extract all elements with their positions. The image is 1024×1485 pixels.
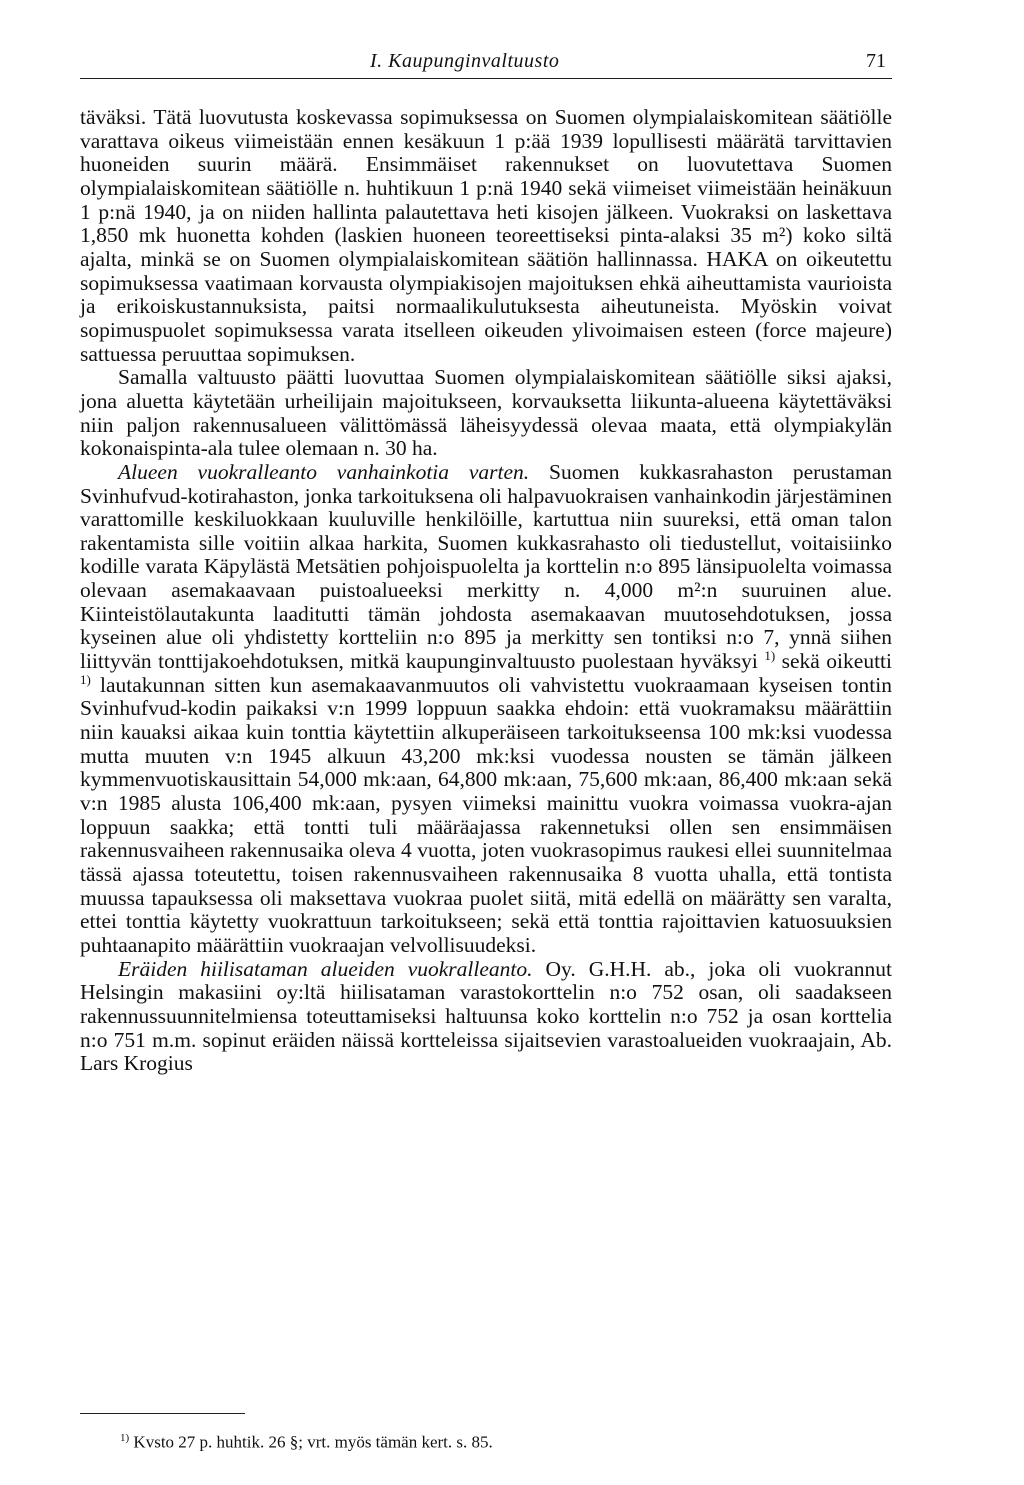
footnote-text: Kvsto 27 p. huhtik. 26 §; vrt. myös tämän kert. s. 85. bbox=[129, 1432, 493, 1452]
paragraph-3-text-a: Suomen kukkasrahaston perustaman Svinhufvud-kotirahaston, jonka tarkoituksena oli halpavuokraisen vanhainkodin järjestäminen varattomille keskiluokkaan kuuluville henkilöille, kartuttua niin suureksi, että oman talon rakentamista sille voitiin alkaa harkita, Suomen kukkasrahasto oli tiedustellut, voitaisiinko kodille varata Käpylästä Metsätien pohjoispuolelta ja korttelin n:o 895 länsipuolelta voimassa olevaan asemakaavaan puistoalueeksi merkitty n. 4,000 m²:n suuruinen alue. Kiinteistölautakunta laaditutti tämän johdosta asemakaavan muutosehdotuksen, jossa kyseinen alue oli yhdistetty kortteliin n:o 895 ja merkitty sen tontiksi n:o 7, ynnä siihen liittyvän tonttijakoehdotuksen, mitkä kaupunginvaltuusto puolestaan hyväksyi bbox=[80, 459, 892, 674]
running-head: I. Kaupunginvaltuusto bbox=[370, 50, 560, 72]
paragraph-2: Samalla valtuusto päätti luovuttaa Suomen olympialaiskomitean säätiölle siksi ajaksi, jona aluetta käytetään urheilijain majoitukseen, korvauksetta liikunta-alueena käytettäväksi niin paljon rakennusalueen välittömässä läheisyydessä olevaa maata, että olympiakylän kokonaispinta-ala tulee olemaan n. 30 ha. bbox=[80, 365, 892, 461]
header-rule bbox=[80, 78, 892, 79]
body-text bbox=[80, 106, 892, 1076]
section-heading-vanhainkoti: Alueen vuokralleanto vanhainkotia varten. bbox=[118, 459, 530, 484]
page-number: 71 bbox=[866, 50, 886, 72]
paragraph-3-text-b: sekä oikeutti bbox=[775, 649, 892, 674]
paragraph-3 bbox=[80, 461, 892, 958]
paragraph-4 bbox=[80, 958, 892, 1076]
document-page bbox=[80, 0, 892, 1485]
footnote-reference[interactable]: 1) bbox=[80, 671, 91, 687]
page-header bbox=[80, 50, 892, 80]
paragraph-3-text-c: lautakunnan sitten kun asemakaavanmuutos oli vahvistettu vuokraamaan kyseisen tontin Svinhufvud-kodin paikaksi v:n 1999 loppuun saakka ehdoin: että vuokramaksu määrättiin niin kauaksi aikaa kuin tonttia käytettiin alkuperäiseen tarkoitukseensa 100 mk:ksi vuodessa mutta muuten v:n 1945 alkuun 43,200 mk:ksi vuodessa nousten se tämän jälkeen kymmenvuotiskausittain 54,000 mk:aan, 64,800 mk:aan, 75,600 mk:aan, 86,400 mk:aan sekä v:n 1985 alusta 106,400 mk:aan, pysyen viimeksi mainittu vuokra voimassa vuokra-ajan loppuun saakka; että tontti tuli määräajassa rakennetuksi ollen sen ensimmäisen rakennusvaiheen rakennusaika oleva 4 vuotta, joten vuokrasopimus raukesi ellei suunnitelmaa tässä ajassa toteutettu, toisen rakennusvaiheen rakennusaika 8 vuotta uhalla, että tontista muussa tapauksessa oli maksettava vuokraa puolet siitä, mitä edellä on määrätty sen varalta, ettei tonttia käytetty vuokrattuun tarkoitukseen; sekä että tonttia rajoittavien katuosuuksien puhtaanapito määrättiin vuokraajan velvollisuudeksi. bbox=[80, 672, 892, 957]
footnote-mark: 1) bbox=[120, 1432, 130, 1444]
footnote-reference[interactable]: 1) bbox=[764, 647, 776, 663]
paragraph-4-text: Oy. G.H.H. ab., joka oli vuokrannut Helsingin makasiini oy:ltä hiilisataman varastokorttelin n:o 752 osan, oli saadakseen rakennussuunnitelmiensa toteuttamiseksi haltuunsa koko korttelin n:o 752 ja osan korttelia n:o 751 m.m. sopinut eräiden näissä kortteleissa sijaitsevien varastoalueiden vuokraajain, Ab. Lars Krogius bbox=[80, 956, 892, 1076]
section-heading-hiilisatama: Eräiden hiilisataman alueiden vuokralleanto. bbox=[118, 956, 533, 981]
footnote-rule bbox=[80, 1413, 245, 1414]
footnote bbox=[120, 1428, 493, 1453]
paragraph-1: täväksi. Tätä luovutusta koskevassa sopimuksessa on Suomen olympialaiskomitean säätiölle varattava oikeus viimeistään ennen kesäkuun 1 p:ää 1939 lopullisesti määrätä tarvittavien huoneiden suurin määrä. Ensimmäiset rakennukset on luovutettava Suomen olympialaiskomitean säätiölle n. huhtikuun 1 p:nä 1940 sekä viimeiset viimeistään heinäkuun 1 p:nä 1940, ja on niiden hallinta palautettava heti kisojen jälkeen. Vuokraksi on laskettava 1,850 mk huonetta kohden (laskien huoneen teoreettiseksi pinta-alaksi 35 m²) koko siltä ajalta, minkä se on Suomen olympialaiskomitean säätiön hallinnassa. HAKA on oikeutettu sopimuksessa vaatimaan korvausta olympiakisojen majoituksen ehkä aiheuttamista vaurioista ja erikoiskustannuksista, paitsi normaalikulutuksesta aiheutuneista. Myöskin voivat sopimuspuolet sopimuksessa varata itselleen oikeuden ylivoimaisen esteen (force majeure) sattuessa peruuttaa sopimuksen. bbox=[80, 105, 892, 366]
